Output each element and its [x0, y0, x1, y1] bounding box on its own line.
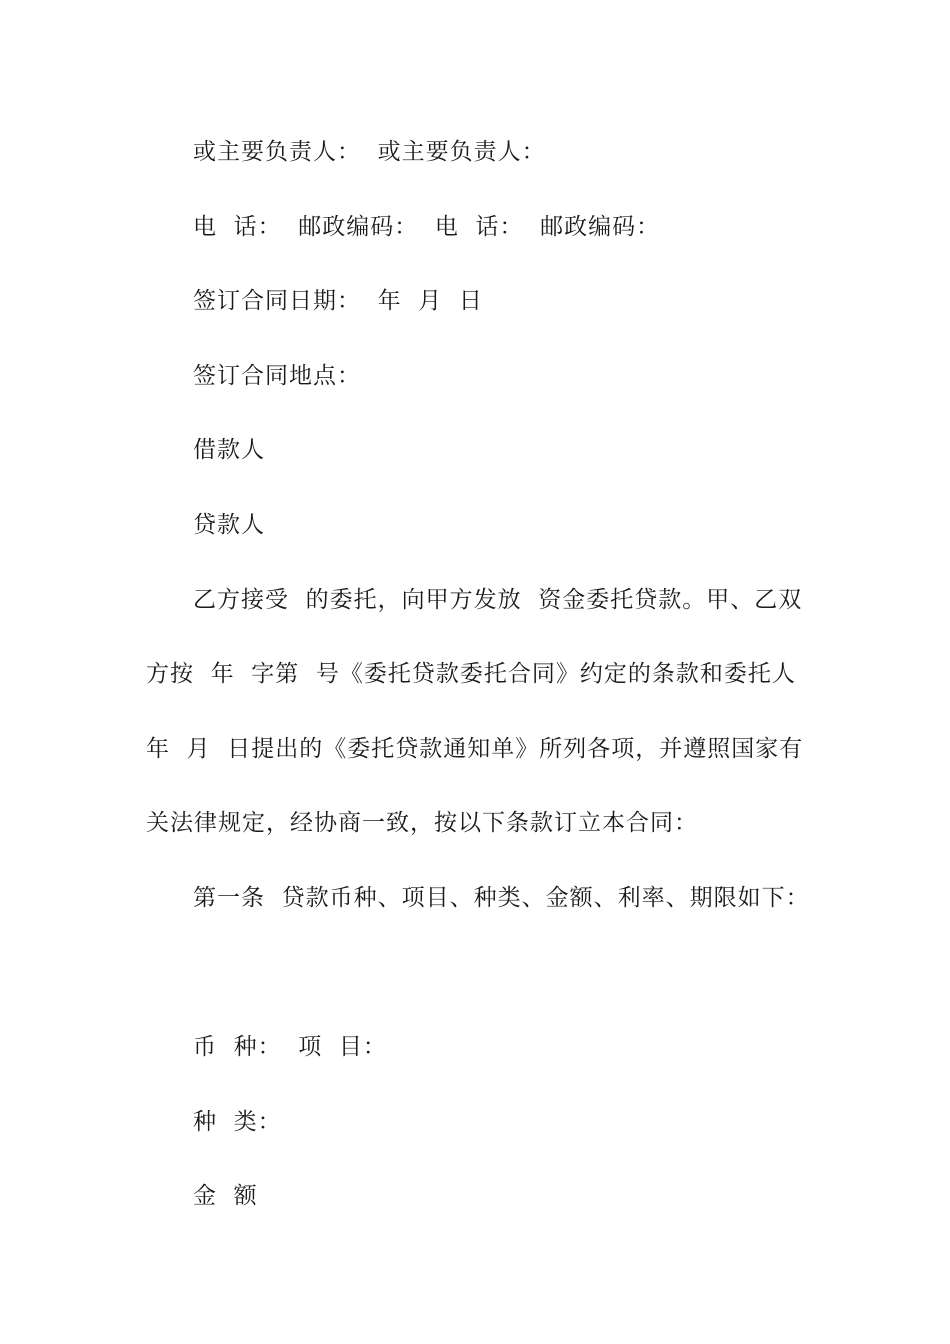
paragraph-line-4: 关法律规定，经协商一致，按以下条款订立本合同：	[146, 810, 698, 836]
signing-date-line: 签订合同日期： 年 月 日	[193, 288, 483, 314]
paragraph-line-3: 年 月 日提出的《委托贷款通知单》所列各项，并遵照国家有	[146, 736, 804, 762]
signing-place-line: 签订合同地点：	[193, 363, 361, 389]
article-one-heading: 第一条 贷款币种、项目、种类、金额、利率、期限如下：	[193, 885, 810, 911]
phone-postcode-line: 电 话： 邮政编码： 电 话： 邮政编码：	[193, 214, 661, 240]
paragraph-line-2: 方按 年 字第 号《委托贷款委托合同》约定的条款和委托人	[146, 661, 796, 687]
lender-label: 贷款人	[193, 512, 265, 538]
paragraph-line-1: 乙方接受 的委托，向甲方发放 资金委托贷款。甲、乙双	[193, 587, 803, 613]
amount-line: 金 额	[193, 1183, 258, 1209]
type-line: 种 类：	[193, 1109, 282, 1135]
borrower-label: 借款人	[193, 437, 265, 463]
currency-project-line: 币 种： 项 目：	[193, 1034, 387, 1060]
principal-responsible-line: 或主要负责人： 或主要负责人：	[193, 139, 546, 165]
